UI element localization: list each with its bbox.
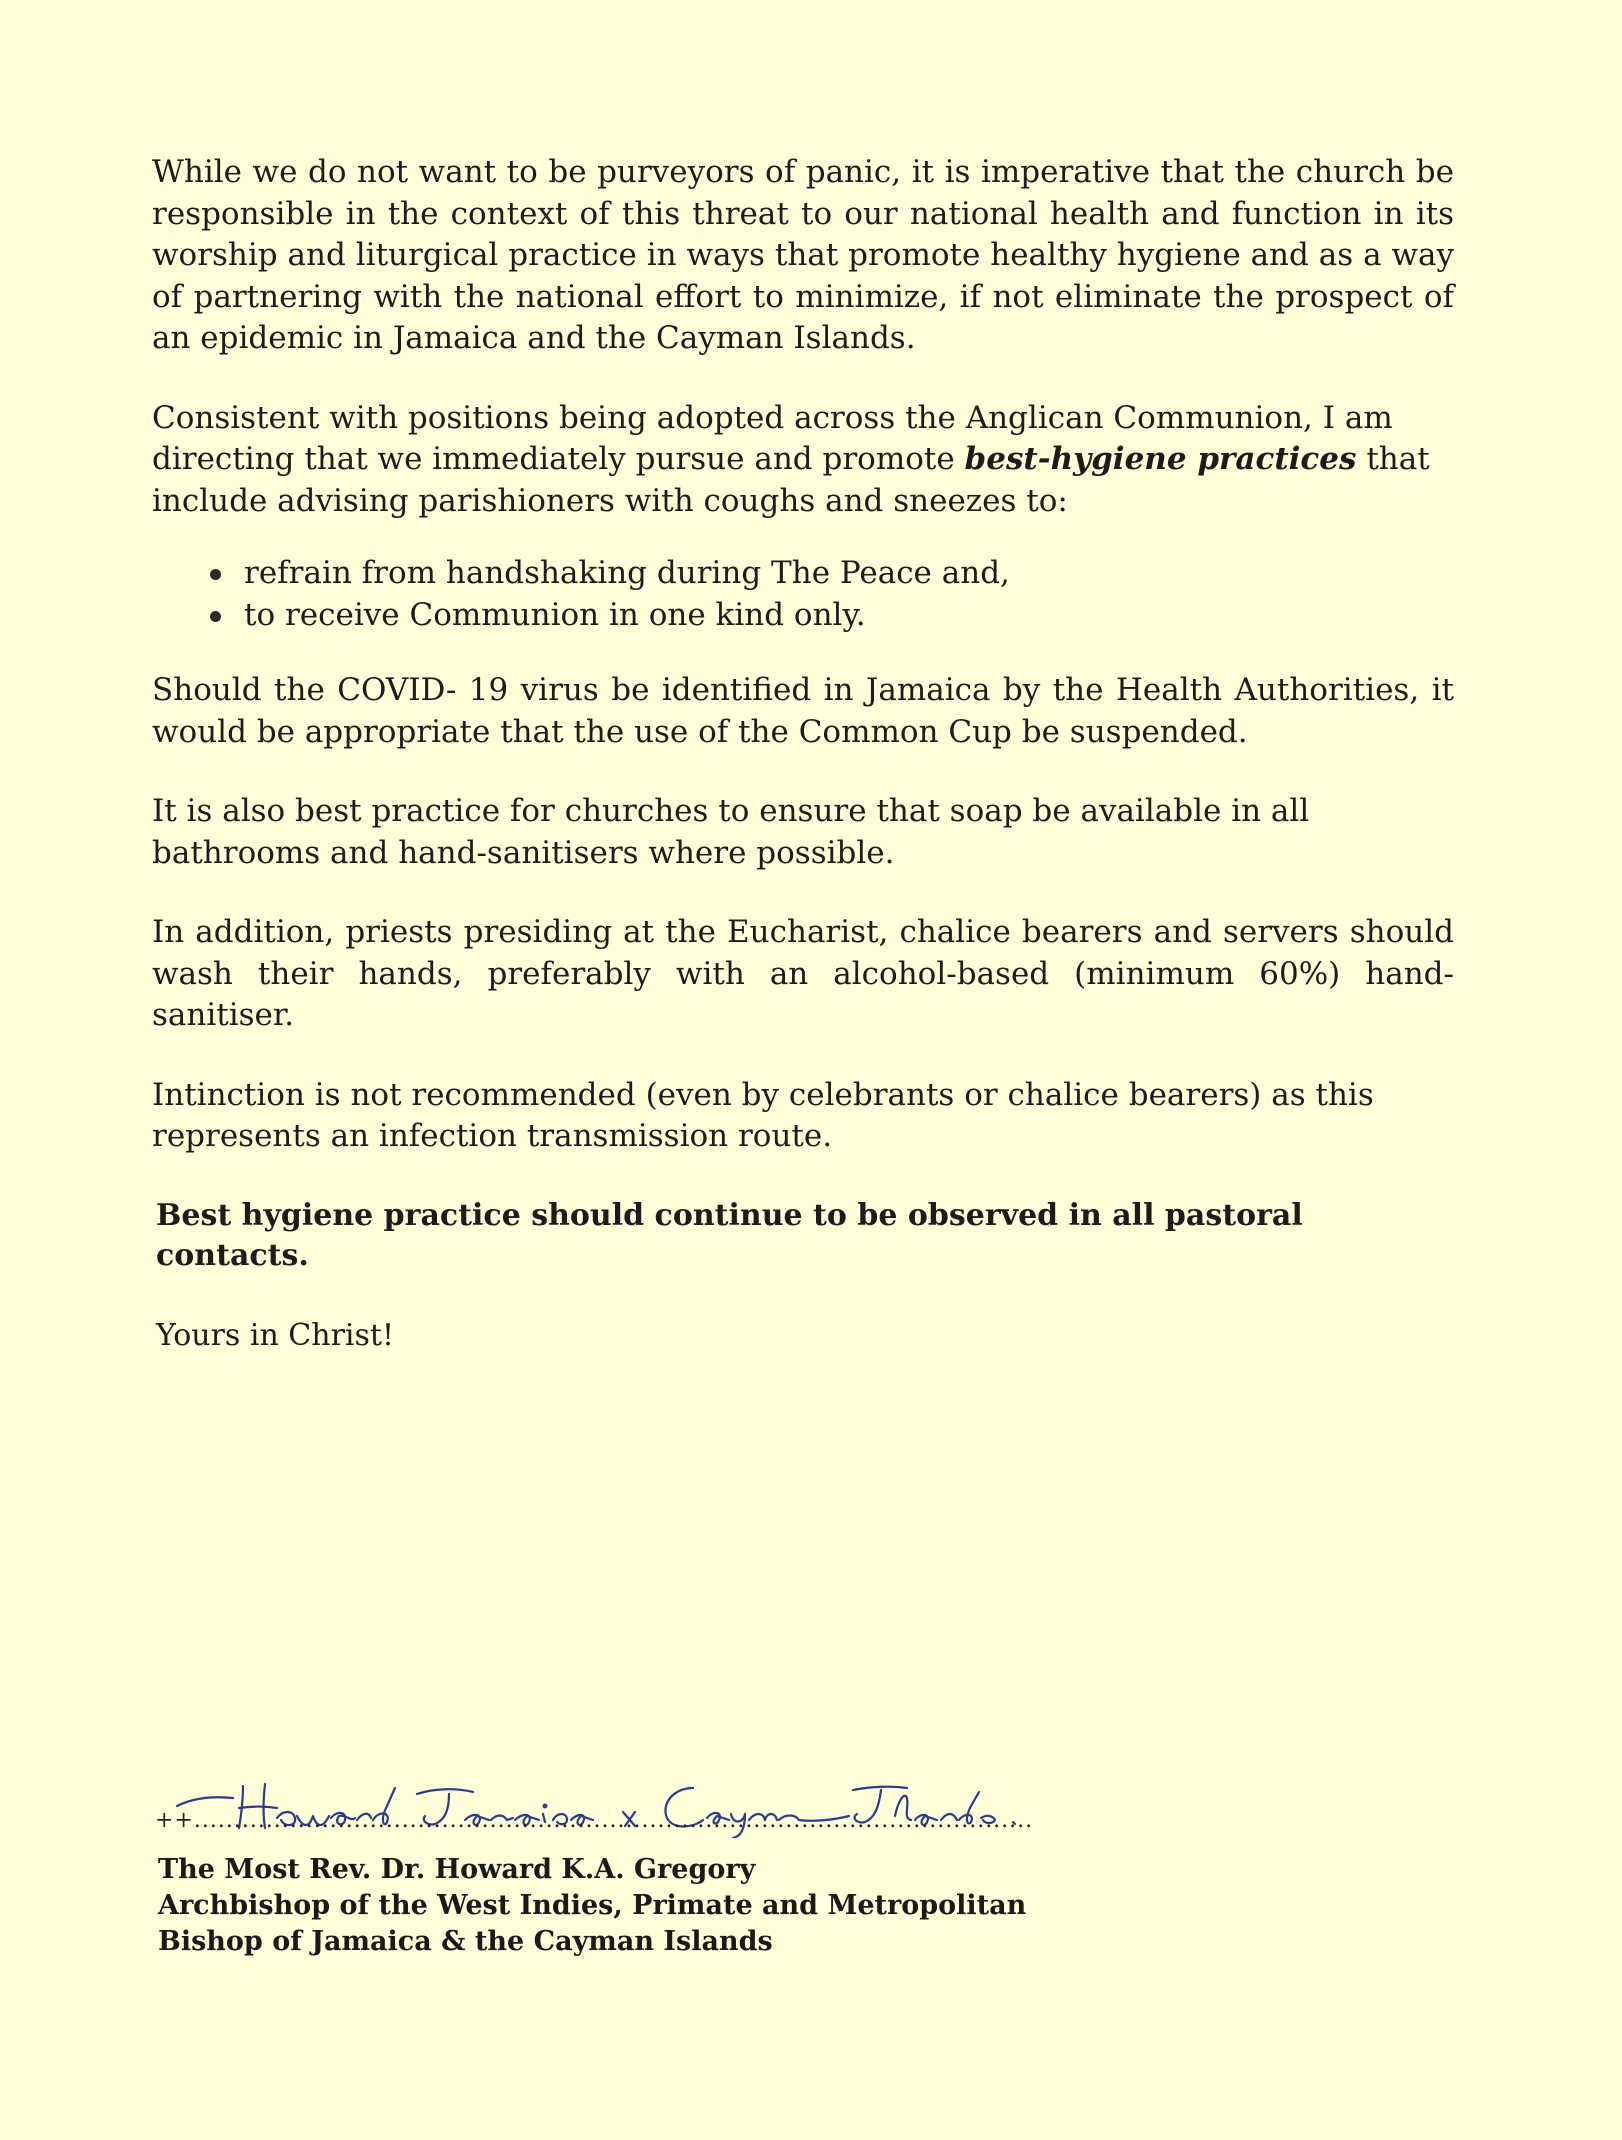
- signature-dotted-line: ++.........................................................................................................: [155, 1808, 1034, 1833]
- directive-text-end: that include advising parishioners with coughs and sneezes to:: [152, 441, 1430, 519]
- signer-name: The Most Rev. Dr. Howard K.A. Gregory: [158, 1854, 756, 1885]
- hygiene-bullet-list: [152, 552, 1454, 636]
- signer-title-bishop: Bishop of Jamaica & the Cayman Islands: [158, 1926, 773, 1957]
- signer-title-archbishop: Archbishop of the West Indies, Primate and Metropolitan: [158, 1890, 1027, 1921]
- bullet-handshaking: refrain from handshaking during The Peace and,: [210, 552, 1454, 594]
- closing-salutation: Yours in Christ!: [156, 1317, 395, 1353]
- paragraph-common-cup: Should the COVID- 19 virus be identified in Jamaica by the Health Authorities, it would be appropriate that the use of the Common Cup be suspended.: [152, 672, 1454, 750]
- paragraph-panic: While we do not want to be purveyors of panic, it is imperative that the church be responsible in the context of this threat to our national health and function in its worship and liturgical practice in ways that promote healthy hygiene and as a way of partnering with the national effort to minimize, if not eliminate the prospect of an epidemic in Jamaica and the Cayman Islands.: [152, 154, 1454, 356]
- best-hygiene-emphasis: best-hygiene practices: [964, 441, 1357, 477]
- paragraph-eucharist: In addition, priests presiding at the Eucharist, chalice bearers and servers should wash their hands, preferably with an alcohol-based (minimum 60%) hand-sanitiser.: [152, 914, 1454, 1033]
- directive-text-start: Consistent with positions being adopted across the Anglican Communion, I am directing that we immediately pursue and promote: [152, 399, 1393, 477]
- signer-details: [158, 1852, 1026, 1960]
- paragraph-soap: It is also best practice for churches to ensure that soap be available in all bathrooms and hand-sanitisers where possible.: [152, 793, 1310, 871]
- letter-body: [152, 152, 1454, 1356]
- bold-hygiene-statement: Best hygiene practice should continue to be observed in all pastoral contacts.: [156, 1197, 1303, 1273]
- paragraph-intinction: Intinction is not recommended (even by celebrants or chalice bearers) as this represents an infection transmission route.: [152, 1076, 1374, 1154]
- paragraph-directive: [152, 398, 1454, 523]
- bullet-communion: to receive Communion in one kind only.: [210, 594, 1454, 636]
